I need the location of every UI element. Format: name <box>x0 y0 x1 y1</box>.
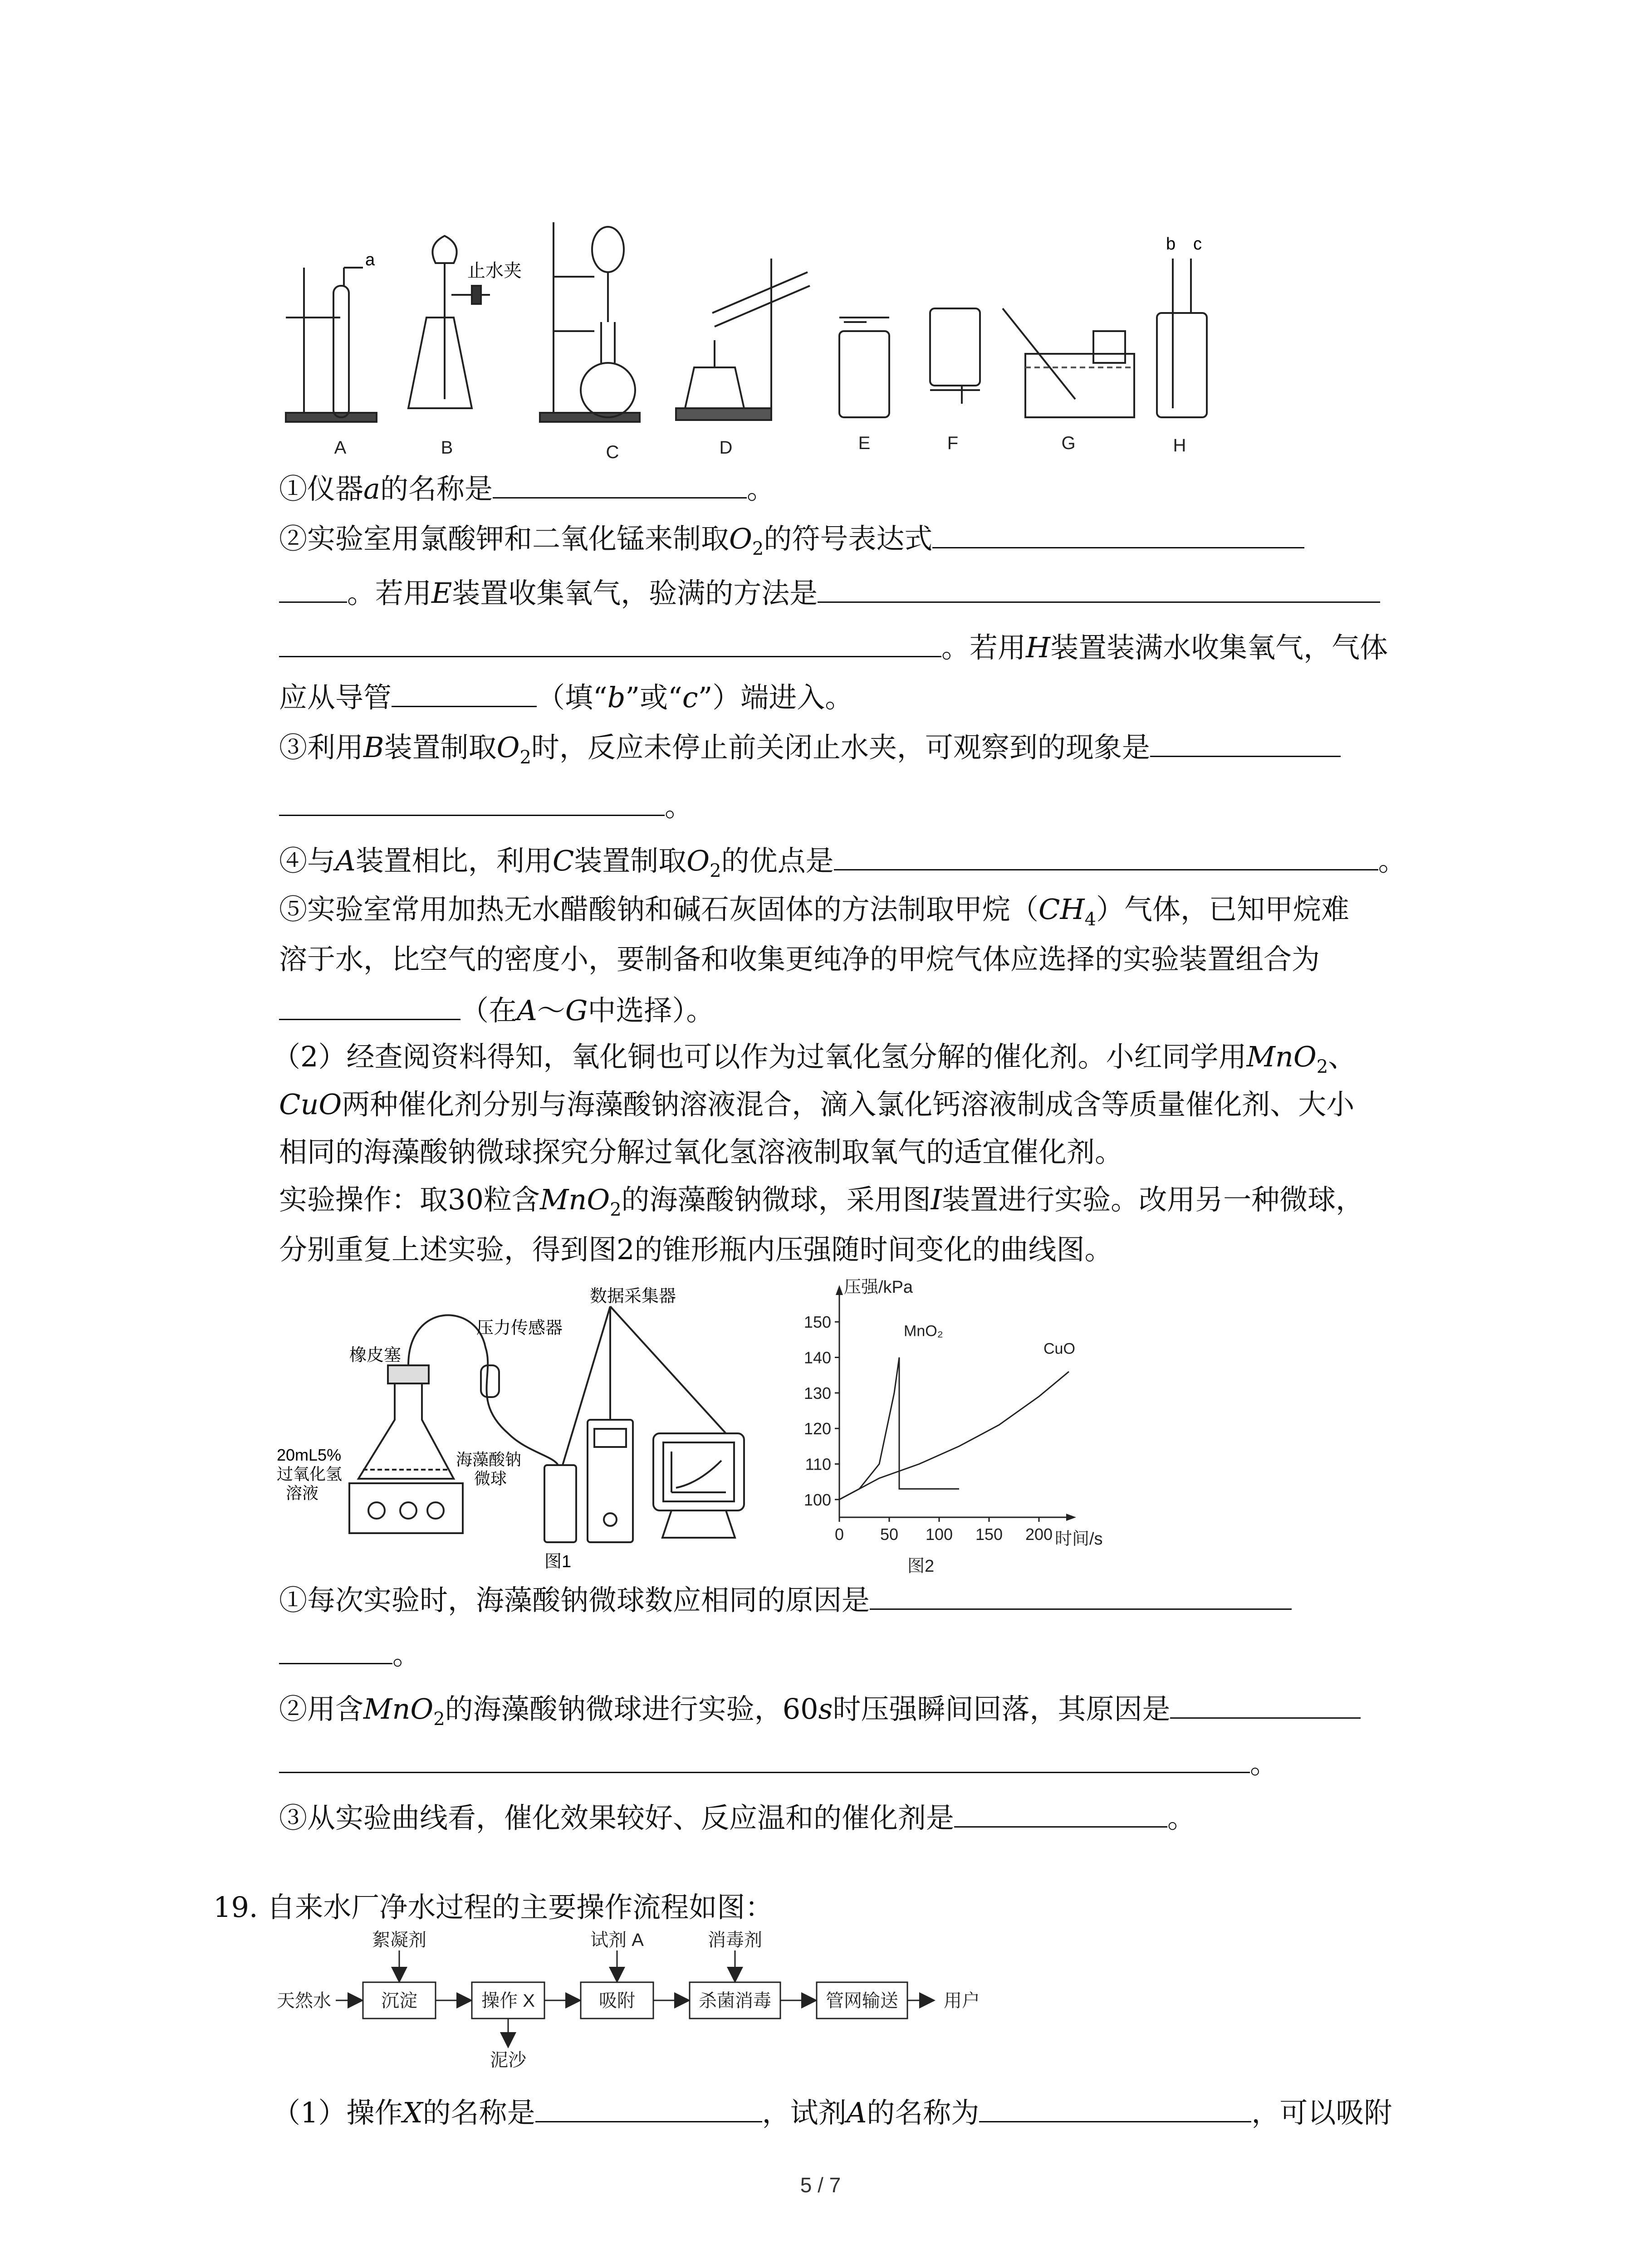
flow-add-3: 消毒剂 <box>708 1930 762 1950</box>
label-solution-3: 溶液 <box>286 1484 319 1502</box>
flow-input: 天然水 <box>277 1991 331 2011</box>
label-beads-1: 海藻酸钠 <box>456 1450 522 1469</box>
flow-add-1: 絮凝剂 <box>372 1930 426 1950</box>
label-H: H <box>1173 435 1186 455</box>
q18-3-line3: ②用含MnO$_2$的海藻酸钠微球进行实验，60s时压强瞬间回落，其原因是 <box>279 1687 1361 1740</box>
answer-blank[interactable] <box>392 676 537 707</box>
q18-1-line2: ②实验室用氯酸钾和二氧化锰来制取$O_2$的符号表达式 <box>279 517 1304 569</box>
flow-step-3: 吸附 <box>599 1991 635 2011</box>
label-collector: 数据采集器 <box>590 1287 676 1306</box>
y-tick-label: 120 <box>803 1419 831 1438</box>
y-tick-label: 110 <box>805 1455 831 1474</box>
q18-1-line7: 。 <box>279 785 693 827</box>
flow-step-2: 操作 X <box>481 1991 535 2011</box>
q18-1-line6: ③利用B装置制取$O_2$时，反应未停止前关闭止水夹，可观察到的现象是 <box>279 726 1341 778</box>
q18-1-line9: ⑤实验室常用加热无水醋酸钠和碱石灰固体的方法制取甲烷$(CH_4)$气体，已知甲烷难 <box>279 893 1349 930</box>
answer-blank[interactable] <box>279 626 941 657</box>
q18-1-line3: 。若用E装置收集氧气，验满的方法是 <box>279 572 1380 614</box>
answer-blank[interactable] <box>818 572 1380 603</box>
q18-3-line1: ①每次实验时，海藻酸钠微球数应相同的原因是 <box>279 1579 1292 1621</box>
flow-waste: 泥沙 <box>490 2050 526 2070</box>
y-tick-label: 100 <box>803 1490 831 1509</box>
y-tick-label: 140 <box>803 1348 831 1367</box>
q18-3-line2: 。 <box>279 1633 421 1675</box>
label-G: G <box>1061 433 1076 453</box>
label-E: E <box>858 433 871 453</box>
y-axis-label: 压强/kPa <box>844 1278 913 1297</box>
answer-blank[interactable] <box>979 2091 1251 2122</box>
q18-2-line1: （2）经查阅资料得知，氧化铜也可以作为过氧化氢分解的催化剂。小红同学用MnO$_2$、 <box>272 1040 1357 1077</box>
flow-step-1: 沉淀 <box>381 1991 417 2011</box>
answer-blank[interactable] <box>279 785 665 816</box>
answer-blank[interactable] <box>279 1742 1250 1773</box>
x-tick-label: 0 <box>834 1525 844 1544</box>
x-tick-label: 50 <box>880 1525 899 1544</box>
label-F: F <box>947 433 959 453</box>
answer-blank[interactable] <box>279 572 347 603</box>
label-B: B <box>441 438 453 458</box>
y-tick-label: 130 <box>803 1383 831 1403</box>
apparatus-figure <box>277 218 1220 472</box>
q19-1-line1: （1）操作X的名称是 ，试剂A的名称为 ，可以吸附 <box>272 2091 1392 2133</box>
series-line-mno2 <box>839 1358 959 1500</box>
label-D: D <box>719 438 733 458</box>
x-axis-arrow <box>1066 1514 1076 1521</box>
answer-blank[interactable] <box>954 1796 1167 1828</box>
tag-b: b <box>1166 235 1176 254</box>
q18-1-line10: 溶于水，比空气的密度小，要制备和收集更纯净的甲烷气体应选择的实验装置组合为 <box>279 943 1320 976</box>
q18-1-line8: ④与A装置相比，利用C装置制取$O_2$的优点是 。 <box>279 839 1406 891</box>
answer-blank[interactable] <box>1150 726 1341 757</box>
tag-a: a <box>365 250 375 269</box>
label-stopper: 橡皮塞 <box>349 1346 402 1365</box>
series-line-cuo <box>839 1372 1069 1500</box>
q18-1-line1: ①仪器a的名称是 。 <box>279 467 775 509</box>
label-C: C <box>606 442 619 462</box>
x-tick-label: 200 <box>1025 1525 1053 1544</box>
series-label: CuO <box>1043 1340 1075 1358</box>
q18-2-line3: 相同的海藻酸钠微球探究分解过氧化氢溶液制取氧气的适宜催化剂。 <box>279 1135 1123 1168</box>
q18-3-line5: ③从实验曲线看，催化效果较好、反应温和的催化剂是 。 <box>279 1796 1195 1838</box>
answer-blank[interactable] <box>1170 1687 1361 1719</box>
label-A: A <box>334 438 347 458</box>
q19-title: 19. 自来水厂净水过程的主要操作流程如图： <box>213 1891 774 1924</box>
answer-blank[interactable] <box>932 517 1304 548</box>
page-number: 5 / 7 <box>800 2173 841 2197</box>
answer-blank[interactable] <box>279 1633 392 1664</box>
flow-add-2: 试剂 A <box>590 1930 644 1950</box>
tag-clamp: 止水夹 <box>467 261 522 281</box>
label-beads-2: 微球 <box>474 1469 507 1488</box>
answer-blank[interactable] <box>279 989 460 1020</box>
figure-1-caption: 图1 <box>544 1552 572 1571</box>
answer-blank[interactable] <box>870 1579 1292 1610</box>
flow-step-4: 杀菌消毒 <box>699 1991 771 2011</box>
x-axis-label: 时间/s <box>1055 1530 1103 1549</box>
q18-2-line4: 实验操作：取30粒含MnO$_2$的海藻酸钠微球，采用图I装置进行实验。改用另一种微球， <box>279 1183 1364 1220</box>
q18-1-line11: （在A～G中选择）。 <box>279 989 714 1031</box>
answer-blank[interactable] <box>493 467 747 499</box>
q18-1-line5: 应从导管 （填“b”或“c”）端进入。 <box>279 676 853 718</box>
figure-2-caption: 图2 <box>907 1557 935 1576</box>
q19-flow-diagram <box>272 1928 1043 2073</box>
series-label: MnO₂ <box>904 1322 943 1340</box>
x-tick-label: 150 <box>975 1525 1003 1544</box>
figure-2-chart <box>794 1277 1112 1576</box>
answer-blank[interactable] <box>535 2091 762 2122</box>
flow-step-5: 管网输送 <box>826 1991 898 2011</box>
label-solution-1: 20mL5% <box>277 1446 342 1464</box>
q18-2-line5: 分别重复上述实验，得到图2的锥形瓶内压强随时间变化的曲线图。 <box>279 1233 1113 1266</box>
label-sensor: 压力传感器 <box>476 1319 563 1338</box>
y-tick-label: 150 <box>803 1313 831 1332</box>
y-axis-arrow <box>836 1285 843 1295</box>
figure-1-setup <box>272 1284 780 1574</box>
q18-1-line4: 。若用H装置装满水收集氧气，气体 <box>279 626 1388 668</box>
q18-2-line2: CuO两种催化剂分别与海藻酸钠溶液混合，滴入氯化钙溶液制成含等质量催化剂、大小 <box>279 1088 1355 1121</box>
label-solution-2: 过氧化氢 <box>277 1465 343 1483</box>
answer-blank[interactable] <box>834 839 1378 870</box>
x-tick-label: 100 <box>925 1525 953 1544</box>
flow-output: 用户 <box>944 1991 980 2011</box>
q18-3-line4: 。 <box>279 1742 1278 1784</box>
tag-c: c <box>1193 235 1202 254</box>
